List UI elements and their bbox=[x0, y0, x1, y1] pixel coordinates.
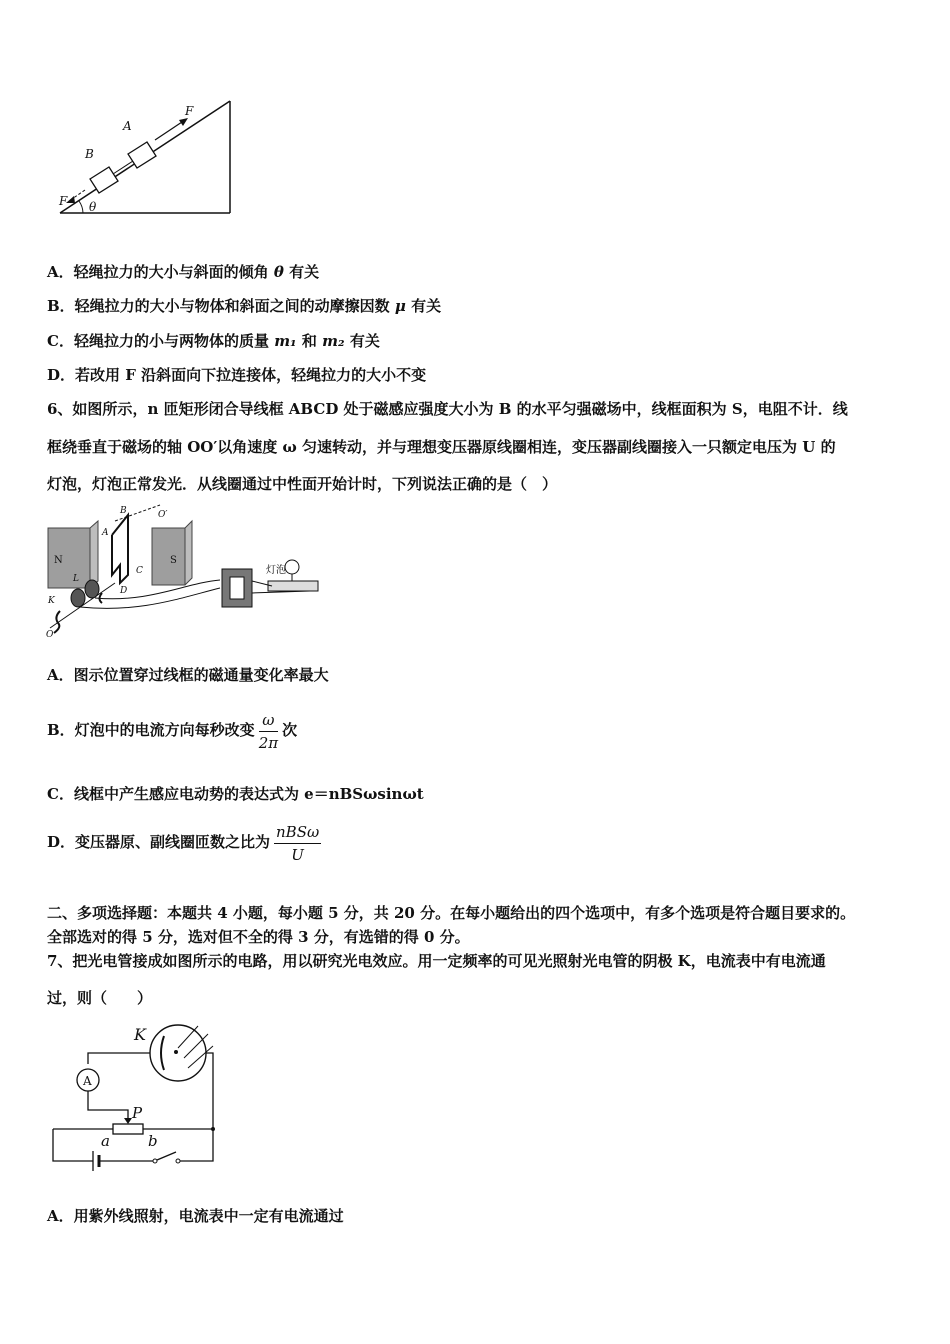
phototube bbox=[150, 1025, 213, 1081]
q6-option-a-text: A．图示位置穿过线框的磁通量变化率最大 bbox=[47, 666, 329, 684]
label-f-bottom: F bbox=[59, 194, 68, 208]
label-coil-a: A bbox=[102, 528, 109, 538]
label-s: S bbox=[170, 555, 177, 566]
section2-line2-text: 全部选对的得 5 分，选对但不全的得 3 分，有选错的得 0 分。 bbox=[47, 928, 470, 946]
q5-option-d bbox=[47, 365, 910, 385]
label-f-top: F bbox=[185, 104, 194, 118]
incline-figure bbox=[55, 95, 245, 220]
q6-line1-text: 6、如图所示，n 匝矩形闭合导线框 ABCD 处于磁感应强度大小为 B 的水平匀强磁场中，线框面积为 S，电阻不计．线 bbox=[47, 400, 848, 418]
switch-icon bbox=[153, 1152, 180, 1163]
battery-icon bbox=[93, 1151, 99, 1171]
q6-option-b-text: B．灯泡中的电流方向每秒改变 bbox=[47, 721, 255, 739]
magnet-s bbox=[152, 521, 192, 585]
q6-option-b bbox=[47, 706, 910, 754]
label-p: P bbox=[132, 1104, 143, 1122]
m1-symbol: m₁ bbox=[274, 332, 297, 350]
section2-line2 bbox=[47, 927, 910, 947]
q5-option-b-tail: 有关 bbox=[411, 297, 442, 315]
q5-option-c-and: 和 bbox=[301, 332, 317, 350]
label-b: B bbox=[85, 147, 94, 161]
label-coil-d: D bbox=[120, 586, 128, 596]
q6-option-c-text: C．线框中产生感应电动势的表达式为 e＝nBSωsinωt bbox=[47, 785, 424, 803]
q7-line1-text: 7、把光电管接成如图所示的电路，用以研究光电效应。用一定频率的可见光照射光电管的阴极 K，电流表中有电流通 bbox=[47, 952, 826, 970]
label-a: a bbox=[101, 1132, 110, 1150]
label-a: A bbox=[123, 119, 132, 133]
coil-abcd bbox=[112, 515, 128, 583]
q5-option-c-text: C．轻绳拉力的小与两物体的质量 bbox=[47, 332, 269, 350]
label-o-prime: O′ bbox=[158, 510, 168, 520]
q6-option-d-text: D．变压器原、副线圈匝数之比为 bbox=[47, 833, 271, 851]
label-ammeter-a: A bbox=[83, 1074, 92, 1088]
label-coil-c: C bbox=[136, 566, 143, 576]
photocell-circuit-figure bbox=[48, 1018, 228, 1173]
q7-stem-line2 bbox=[47, 988, 910, 1008]
section2-line1-text: 二、多项选择题：本题共 4 小题，每小题 5 分，共 20 分。在每小题给出的四个选项中，有多个选项是符合题目要求的。 bbox=[47, 904, 856, 922]
mu-symbol: μ bbox=[394, 297, 406, 315]
q6-option-d bbox=[47, 818, 910, 866]
label-n: N bbox=[54, 555, 63, 566]
q6-line3-text: 灯泡，灯泡正常发光．从线圈通过中性面开始计时，下列说法正确的是（ ） bbox=[47, 475, 558, 493]
q6-stem-line1 bbox=[47, 399, 910, 419]
omega-over-2pi bbox=[259, 711, 278, 752]
q7-option-a bbox=[47, 1206, 910, 1226]
label-lamp: 灯泡 bbox=[266, 565, 286, 576]
q6-line2-text: 框绕垂直于磁场的轴 OO′以角速度 ω 匀速转动，并与理想变压器原线圈相连，变压器副线圈接入一只额定电压为 U 的 bbox=[47, 438, 836, 456]
label-l: L bbox=[73, 574, 79, 584]
generator-figure bbox=[40, 503, 330, 643]
q7-option-a-text: A．用紫外线照射，电流表中一定有电流通过 bbox=[47, 1207, 344, 1225]
frac-numerator: ω bbox=[259, 711, 278, 732]
q5-option-a-tail: 有关 bbox=[289, 263, 320, 281]
label-o: O bbox=[46, 630, 54, 640]
label-coil-b: B bbox=[120, 506, 127, 516]
m2-symbol: m₂ bbox=[322, 332, 345, 350]
label-b: b bbox=[148, 1132, 158, 1150]
q5-option-d-text: D．若改用 F 沿斜面向下拉连接体，轻绳拉力的大小不变 bbox=[47, 366, 427, 384]
q5-option-a bbox=[47, 262, 910, 282]
label-k: K bbox=[134, 1025, 146, 1044]
nbsw-over-u bbox=[274, 823, 321, 864]
q5-option-c-tail: 有关 bbox=[349, 332, 380, 350]
label-k: K bbox=[48, 596, 55, 606]
q5-option-b bbox=[47, 296, 910, 316]
frac-denominator: U bbox=[291, 845, 304, 864]
q7-stem-line1 bbox=[47, 951, 910, 971]
rheostat bbox=[113, 1124, 143, 1134]
frac-numerator: nBSω bbox=[274, 823, 321, 844]
q7-line2-text: 过，则（ ） bbox=[47, 989, 153, 1007]
transformer bbox=[222, 569, 252, 607]
block-b bbox=[90, 167, 118, 193]
q5-option-c bbox=[47, 331, 910, 351]
frac-denominator: 2π bbox=[258, 733, 279, 752]
q6-stem-line3 bbox=[47, 474, 910, 494]
label-theta: θ bbox=[89, 200, 97, 214]
force-arrow-up bbox=[155, 120, 185, 140]
q5-option-b-text: B．轻绳拉力的大小与物体和斜面之间的动摩擦因数 bbox=[47, 297, 390, 315]
q6-stem-line2 bbox=[47, 437, 910, 457]
theta-symbol: θ bbox=[273, 263, 284, 281]
q6-option-a bbox=[47, 665, 910, 685]
q6-option-b-tail: 次 bbox=[282, 721, 298, 739]
q6-option-c bbox=[47, 784, 910, 804]
block-a bbox=[128, 142, 156, 168]
section2-line1 bbox=[47, 903, 910, 923]
q5-option-a-text: A．轻绳拉力的大小与斜面的倾角 bbox=[47, 263, 269, 281]
